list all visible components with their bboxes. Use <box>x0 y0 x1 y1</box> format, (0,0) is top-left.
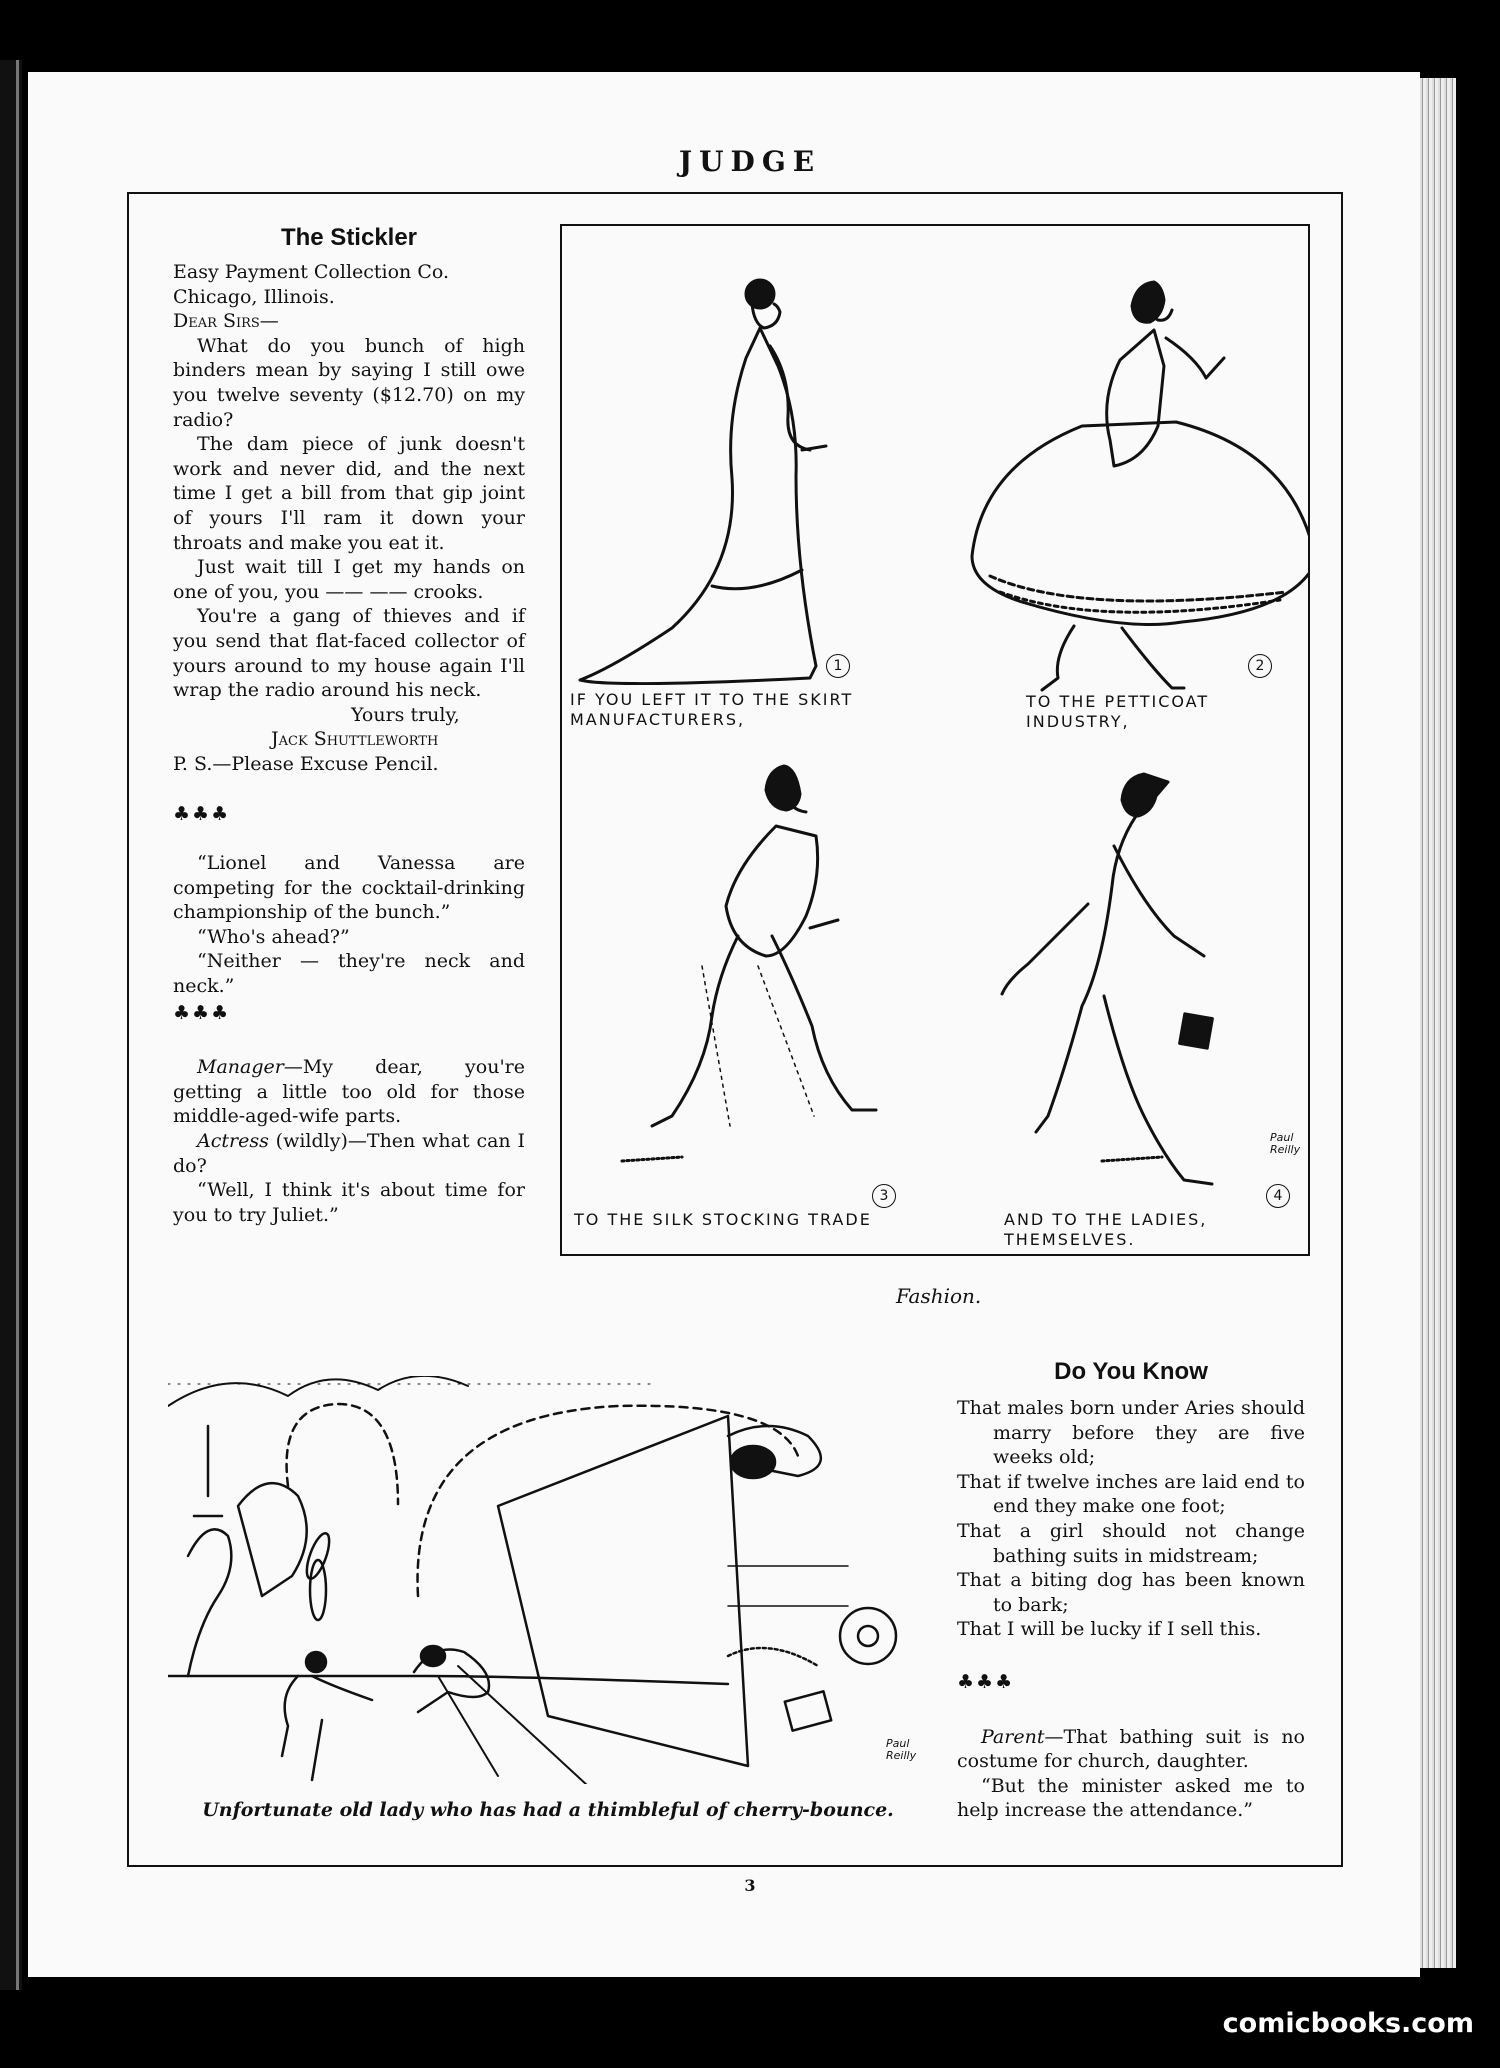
joke-reply-line: “But the minister asked me to help increase the attendance.” <box>957 1774 1305 1822</box>
figure-crinoline <box>972 282 1308 690</box>
joke-parent-line <box>957 1725 1305 1774</box>
stickler-closing: Yours truly, <box>351 703 460 726</box>
panel-1-label: IF YOU LEFT IT TO THE SKIRT MANUFACTURERS, <box>570 690 854 729</box>
cartoon-illustration <box>168 1376 928 1784</box>
stickler-paragraph: You're a gang of thieves and if you send that flat-faced collector of yours around to my house again I'll wrap the radio around his neck. <box>173 605 525 702</box>
joke-line: “Neither — they're neck and neck.” <box>173 950 525 998</box>
panel-4-number: 4 <box>1266 1184 1290 1208</box>
book-spine <box>0 60 22 1990</box>
cartoon-caption: Unfortunate old lady who has had a thimbleful of cherry-bounce. <box>202 1799 894 1821</box>
speaker-name: Parent <box>981 1725 1045 1748</box>
panel-3-number: 3 <box>872 1184 896 1208</box>
page-number: 3 <box>744 1876 756 1895</box>
panel-2-label: TO THE PETTICOAT INDUSTRY, <box>1026 692 1210 731</box>
cherry-bounce-cartoon <box>168 1376 928 1784</box>
stickler-address-line: Easy Payment Collection Co. <box>173 261 450 283</box>
fashion-illustration <box>562 226 1308 1254</box>
figure-stockings <box>622 766 876 1161</box>
panel-2-number: 2 <box>1248 654 1272 678</box>
stickler-address-line: Chicago, Illinois. <box>173 285 335 308</box>
stickler-salutation: Dear Sirs— <box>173 310 279 333</box>
stickler-paragraph: What do you bunch of high binders mean by saying I still owe you twelve seventy ($12.70) on my radio? <box>173 334 525 431</box>
do-you-know-item: That I will be lucky if I sell this. <box>957 1618 1262 1641</box>
ornament-divider: ♣♣♣ <box>173 803 231 826</box>
dialogue-text: —My dear, you're getting a little too old for those middle-aged-wife parts. <box>173 1056 525 1128</box>
fashion-caption: Fashion. <box>896 1284 982 1308</box>
ornament-divider: ♣♣♣ <box>173 1001 231 1024</box>
joke-manager-line <box>173 1055 525 1129</box>
stickler-title: The Stickler <box>280 224 418 251</box>
do-you-know-title: Do You Know <box>1054 1358 1208 1385</box>
artist-signature: Paul Reilly <box>1270 1131 1301 1156</box>
stickler-signature: Jack Shuttleworth <box>271 728 439 751</box>
dialogue-text: —That bathing suit is no costume for church, daughter. <box>957 1725 1305 1773</box>
dialogue-text: (wildly)—Then what can I do? <box>173 1130 525 1177</box>
stickler-article <box>173 224 525 1227</box>
do-you-know-item: That a biting dog has been known to bark; <box>957 1569 1305 1616</box>
figure-lady <box>1002 774 1212 1184</box>
do-you-know-item: That a girl should not change bathing suits in midstream; <box>957 1519 1305 1567</box>
figure-gown <box>580 280 826 684</box>
artist-signature: Paul Reilly <box>886 1737 917 1762</box>
panel-3-label: TO THE SILK STOCKING TRADE <box>574 1210 872 1229</box>
page-edge-stack <box>1420 78 1456 1968</box>
speaker-name: Manager <box>197 1056 284 1079</box>
fashion-cartoon-panel <box>560 224 1310 1256</box>
stickler-paragraph: Just wait till I get my hands on one of you, you —— —— crooks. <box>173 556 525 603</box>
panel-1-number: 1 <box>826 654 850 678</box>
do-you-know-item: That if twelve inches are laid end to end they make one foot; <box>957 1470 1305 1518</box>
speaker-name: Actress <box>197 1130 269 1152</box>
stickler-postscript: P. S.—Please Excuse Pencil. <box>173 752 439 775</box>
do-you-know-item: That males born under Aries should marry before they are five weeks old; <box>957 1397 1305 1469</box>
joke-actress-line <box>173 1129 525 1178</box>
joke-line: “Who's ahead?” <box>197 925 350 948</box>
magazine-masthead: JUDGE <box>678 145 822 178</box>
ornament-divider: ♣♣♣ <box>957 1670 1015 1693</box>
stickler-paragraph: The dam piece of junk doesn't work and never did, and the next time I get a bill from that gip joint of yours I'll ram it down your throats and make you eat it. <box>173 433 525 554</box>
joke-reply-line: “Well, I think it's about time for you to try Juliet.” <box>173 1179 525 1226</box>
do-you-know-article <box>957 1358 1305 1823</box>
joke-line: “Lionel and Vanessa are competing for the cocktail-drinking championship of the bunch.” <box>173 852 525 924</box>
panel-4-label: AND TO THE LADIES, THEMSELVES. <box>1004 1210 1208 1249</box>
watermark-logo[interactable]: comicbooks.com <box>1222 2008 1474 2039</box>
